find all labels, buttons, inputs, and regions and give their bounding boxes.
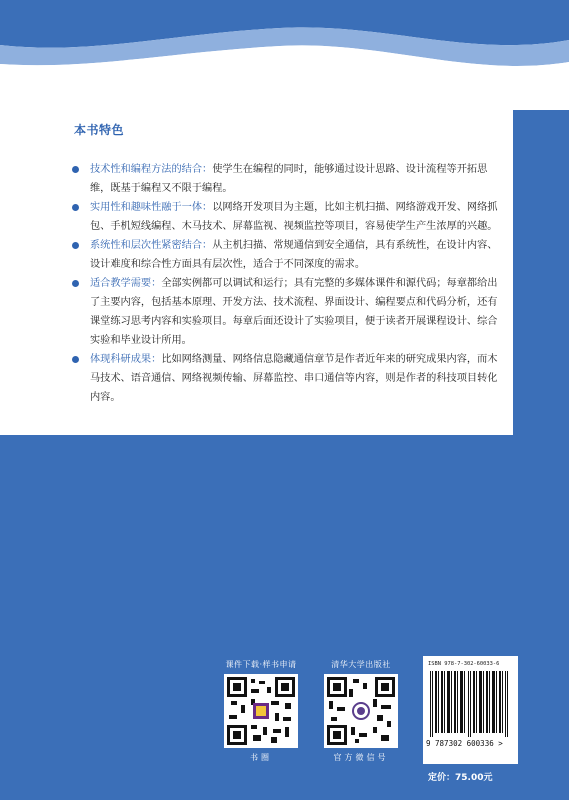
feature-text: 全部实例都可以调试和运行；具有完整的多媒体课件和源代码；每章都给出了主要内容，包括基本原理、开发方法、技术流程、界面设计、编程要点和代码分析，还有课堂练习思考内容和实验项目。每章后面还设计了实验项目，便于读者开展课程设计、综合实验和毕业设计所用。 [90, 278, 498, 346]
feature-text: 以网络开发项目为主题，比如主机扫描、网络游戏开发、网络抓包、手机短线编程、木马技术、屏幕监视、视频监控等项目，容易使学生产生浓厚的兴趣。 [90, 202, 498, 232]
bullet-icon [72, 204, 79, 211]
qr-code-icon[interactable] [224, 674, 298, 748]
section-title: 本书特色 [74, 123, 125, 137]
qr-block-wechat [322, 660, 400, 763]
qr-code-icon[interactable] [324, 674, 398, 748]
feature-title: 适合教学需要： [90, 278, 162, 289]
price-label: 定价：75.00元 [428, 773, 493, 783]
isbn-text: ISBN 978-7-302-60033-6 [428, 661, 500, 667]
feature-title: 实用性和趣味性融于一体： [90, 202, 213, 213]
feature-text: 使学生在编程的同时，能够通过设计思路、设计流程等开拓思维，既基于编程又不限于编程。 [90, 164, 488, 194]
left-white-margin [0, 100, 56, 435]
feature-item [66, 350, 506, 407]
feature-list [66, 160, 506, 407]
feature-title: 系统性和层次性紧密结合： [90, 240, 213, 251]
feature-text: 从主机扫描、常规通信到安全通信，具有系统性，在设计内容、设计难度和综合性方面具有层次性，适合于不同深度的需求。 [90, 240, 498, 270]
qr-caption: 清华大学出版社 [331, 660, 391, 669]
feature-item [66, 160, 506, 198]
feature-title: 体现科研成果： [90, 354, 162, 365]
feature-title: 技术性和编程方法的结合： [90, 164, 213, 175]
qr-caption: 课件下载·样书申请 [225, 660, 297, 669]
bullet-icon [72, 356, 79, 363]
feature-item [66, 198, 506, 236]
qr-block-courseware [222, 660, 300, 763]
qr-label: 官方微信号 [333, 753, 389, 762]
bullet-icon [72, 166, 79, 173]
bullet-icon [72, 242, 79, 249]
qr-label: 书圈 [250, 753, 272, 762]
feature-item [66, 274, 506, 350]
bullet-icon [72, 280, 79, 287]
feature-text: 比如网络测量、网络信息隐藏通信章节是作者近年来的研究成果内容，而木马技术、语音通信、网络视频传输、屏幕监控、串口通信等内容，则是作者的科技项目转化内容。 [90, 354, 498, 403]
barcode-icon [430, 671, 510, 737]
isbn-barcode-card [423, 656, 518, 764]
barcode-number: 9 787302 600336 > [426, 739, 503, 748]
feature-item [66, 236, 506, 274]
top-wave-decoration [0, 0, 569, 110]
